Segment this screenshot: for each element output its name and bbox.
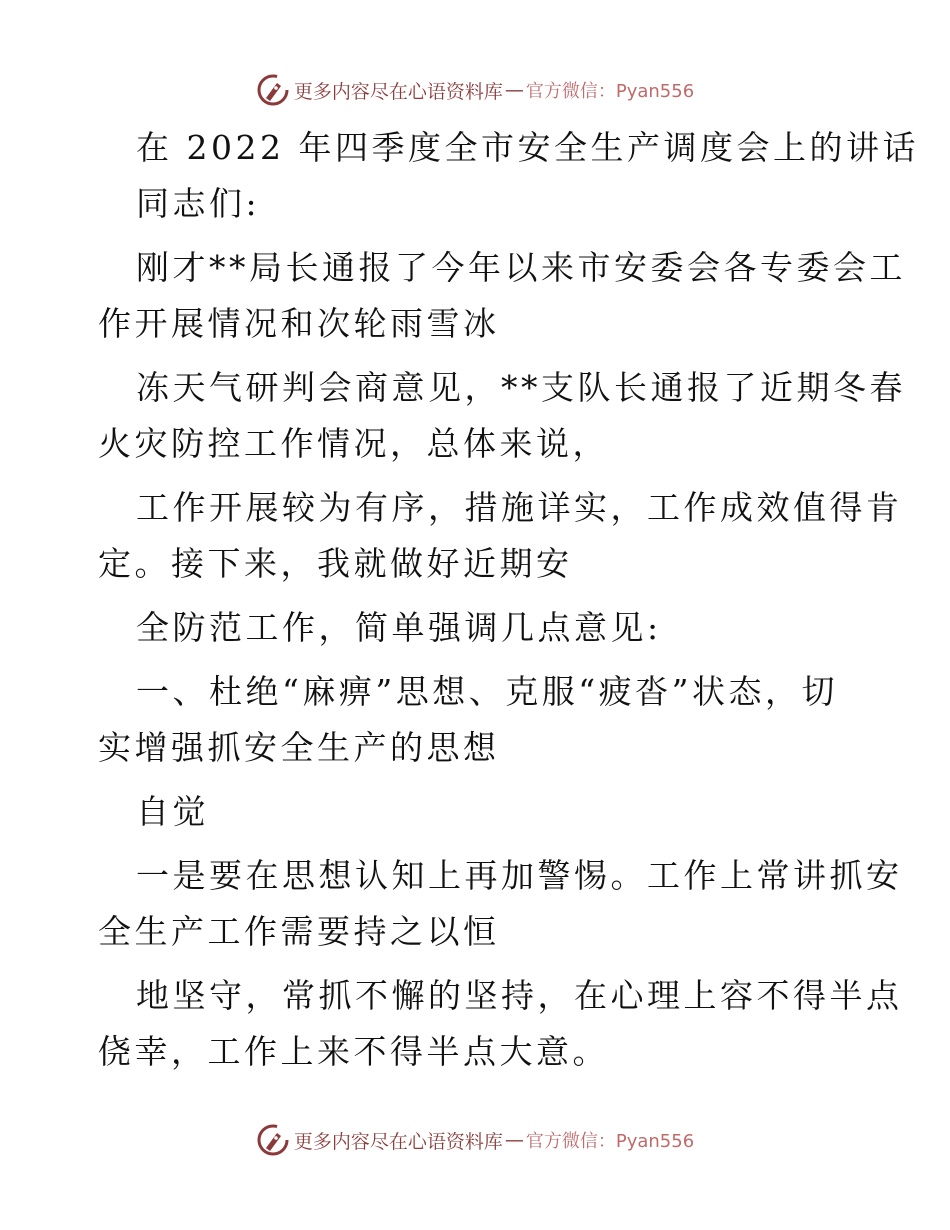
paragraph-line: 刚才**局长通报了今年以来市安委会各专委会工 bbox=[136, 248, 906, 287]
salutation: 同志们: bbox=[136, 184, 261, 223]
pen-nib-logo-icon bbox=[256, 73, 290, 107]
watermark-separator: — bbox=[504, 79, 524, 101]
section-heading-line: 实增强抓安全生产的思想 bbox=[98, 728, 500, 767]
paragraph-line: 工作开展较为有序，措施详实，工作成效值得肯 bbox=[136, 488, 903, 527]
footer-watermark bbox=[0, 1120, 950, 1160]
paragraph-line: 一是要在思想认知上再加警惕。工作上常讲抓安 bbox=[136, 856, 903, 895]
paragraph-line: 全生产工作需要持之以恒 bbox=[98, 912, 500, 951]
paragraph-line: 全防范工作，简单强调几点意见: bbox=[136, 608, 662, 647]
section-heading-line: 一、杜绝“麻痹”思想、克服“疲沓”状态，切 bbox=[136, 672, 838, 711]
header-watermark bbox=[0, 70, 950, 110]
watermark-wechat: 官方微信：Pyan556 bbox=[525, 1131, 695, 1152]
paragraph-line: 侥幸，工作上来不得半点大意。 bbox=[98, 1032, 609, 1071]
pen-nib-logo-icon bbox=[256, 1123, 290, 1157]
document-title: 在 2022 年四季度全市安全生产调度会上的讲话 bbox=[136, 128, 919, 167]
paragraph-line: 火灾防控工作情况，总体来说， bbox=[98, 424, 609, 463]
paragraph-line: 定。接下来，我就做好近期安 bbox=[98, 544, 573, 583]
paragraph-line: 冻天气研判会商意见，**支队长通报了近期冬春 bbox=[136, 368, 906, 407]
section-heading-line: 自觉 bbox=[136, 792, 209, 831]
watermark-text: 更多内容尽在心语资料库 bbox=[293, 1130, 503, 1153]
watermark-text: 更多内容尽在心语资料库 bbox=[293, 80, 503, 103]
watermark-wechat: 官方微信：Pyan556 bbox=[525, 81, 695, 102]
paragraph-line: 地坚守，常抓不懈的坚持，在心理上容不得半点 bbox=[136, 976, 903, 1015]
paragraph-line: 作开展情况和次轮雨雪冰 bbox=[98, 304, 500, 343]
document-body bbox=[98, 120, 919, 1080]
watermark-separator: — bbox=[504, 1129, 524, 1151]
